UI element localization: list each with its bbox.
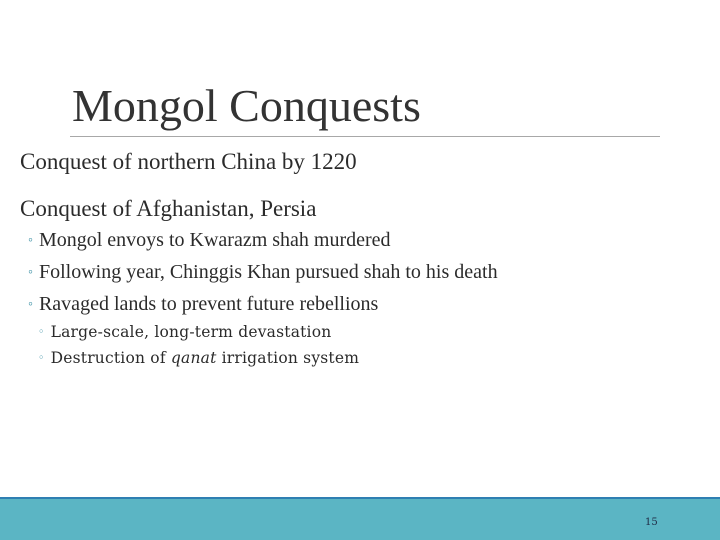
- bullet-point-1: Conquest of northern China by 1220: [20, 149, 357, 174]
- slide-title: Mongol Conquests: [72, 80, 421, 131]
- sub-bullet-text: Following year, Chinggis Khan pursued shah to his death: [38, 261, 498, 283]
- sub-sub-bullet-text: Large-scale, long-term devastation: [50, 323, 332, 341]
- bullet-marker-icon: ◦: [28, 264, 33, 280]
- sub-sub-bullet-1: [38, 322, 331, 342]
- sub-bullet-text: Mongol envoys to Kwarazm shah murdered: [38, 229, 391, 251]
- sub-bullet-text: Ravaged lands to prevent future rebellions: [38, 293, 379, 315]
- title-divider: [70, 136, 660, 137]
- sub-sub-bullet-text-suffix: irrigation system: [216, 349, 360, 367]
- qanat-term: qanat: [170, 349, 217, 367]
- bullet-marker-icon: ◦: [28, 296, 33, 312]
- bullet-marker-icon: ◦: [28, 232, 33, 248]
- bullet-point-2: Conquest of Afghanistan, Persia: [20, 196, 317, 221]
- sub-bullet-3: [28, 291, 378, 318]
- sub-sub-bullet-text-prefix: Destruction of: [50, 349, 171, 367]
- page-number: 15: [645, 517, 658, 528]
- sub-sub-bullet-2: [38, 348, 359, 368]
- bullet-marker-icon: ◦: [38, 351, 45, 365]
- footer-bar: [0, 499, 720, 540]
- bullet-marker-icon: ◦: [38, 325, 45, 339]
- sub-bullet-1: [28, 227, 391, 254]
- sub-bullet-2: [28, 259, 498, 286]
